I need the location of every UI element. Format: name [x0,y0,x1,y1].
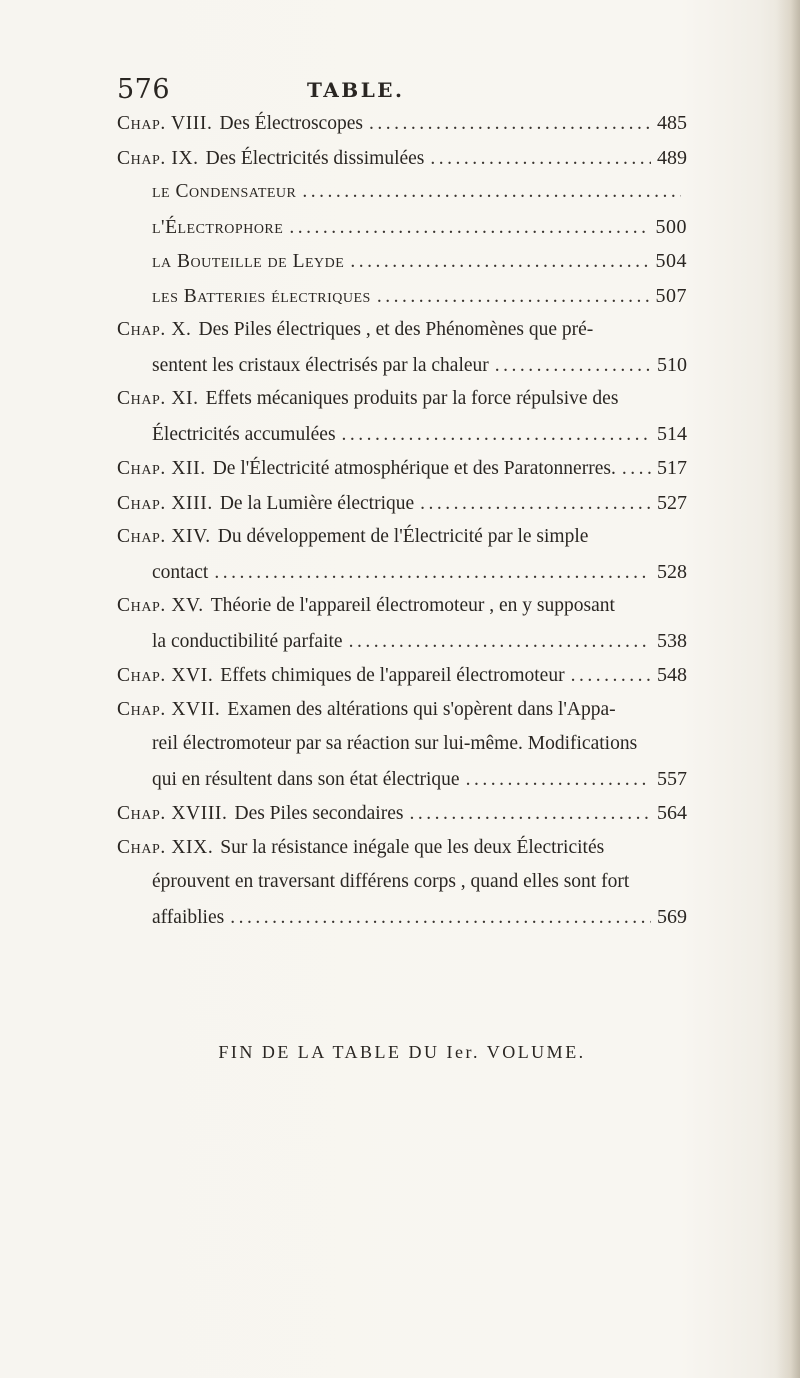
leader-dots [349,625,651,660]
leader-dots [430,142,651,177]
toc-line [117,313,687,348]
section-title: l'Électrophore [152,216,284,238]
leader-dots [342,418,651,453]
chapter-title: Théorie de l'appareil électromoteur , en y supposant [210,595,615,616]
toc-line [117,520,687,555]
chapter-number: Chap. XVII. [117,698,221,720]
page-number: 576 [117,74,171,105]
chapter-title: Effets chimiques de l'appareil électromoteur [220,665,565,686]
toc-line [117,831,687,866]
toc-line [117,210,687,245]
leader-dots [622,452,651,487]
toc-line [117,486,687,521]
chapter-title: contact [152,561,209,583]
chapter-number: Chap. VIII. [117,113,213,134]
chapter-number: Chap. XII. [117,458,206,479]
toc-line [117,175,687,210]
page-ref: 489 [657,146,687,169]
page-ref: 514 [657,422,687,445]
chapter-title: Des Électroscopes [219,113,363,134]
toc-entry [117,244,687,279]
toc-entry [117,589,687,658]
leader-dots [571,659,651,694]
chapter-number: Chap. XIX. [117,836,214,858]
toc-entry [117,106,687,141]
toc-entry [117,141,687,176]
chapter-title: affaiblies [152,906,225,928]
leader-dots [289,211,649,246]
toc-entry [117,520,687,589]
page-ref: 569 [657,905,687,928]
toc-line [117,693,687,728]
chapter-title: Effets mécaniques produits par la force répulsive des [205,388,619,409]
leader-dots [214,556,651,591]
section-title: la Bouteille de Leyde [152,251,345,272]
page-ref: 557 [657,767,687,790]
leader-dots [420,487,651,522]
toc-line [117,865,687,900]
toc-line [117,762,687,797]
chapter-title: De la Lumière électrique [219,492,415,514]
chapter-title: De l'Électricité atmosphérique et des Paratonnerres. [212,458,616,479]
page-ref: 510 [657,353,687,376]
toc-line [117,900,687,935]
page-ref: 485 [657,112,687,134]
chapter-title: Examen des altérations qui s'opèrent dans l'Appa- [227,698,616,720]
toc-entry [117,382,687,451]
page-ref: 500 [655,215,687,238]
toc-line [117,348,687,383]
page-ref: 507 [655,284,687,307]
chapter-title: la conductibilité parfaite [152,630,343,652]
chapter-title: éprouvent en traversant différens corps , quand elles sont fort [152,871,630,892]
toc-entry [117,451,687,486]
toc-entry [117,693,687,797]
toc-line [117,417,687,452]
page-ref: 548 [657,664,687,686]
page-edge-shadow [776,0,800,1378]
toc-entry [117,175,687,210]
toc-line [117,244,687,279]
chapter-title: Du développement de l'Électricité par le simple [217,526,589,547]
page-ref: 517 [657,457,687,479]
toc-entry [117,313,687,382]
chapter-title: Des Piles secondaires [234,803,404,824]
toc-line [117,658,687,693]
toc-entry [117,796,687,831]
toc-entry [117,658,687,693]
toc-entry [117,486,687,521]
chapter-number: Chap. IX. [117,147,199,169]
section-title: les Batteries électriques [152,285,371,307]
toc-entry [117,279,687,314]
running-title: TABLE. [307,78,405,102]
toc-entry [117,831,687,935]
chapter-number: Chap. XIII. [117,492,213,514]
chapter-number: Chap. XVI. [117,665,214,686]
toc-line [117,589,687,624]
chapter-title: Des Électricités dissimulées [205,147,425,169]
page-ref: 504 [655,250,687,272]
chapter-title: Sur la résistance inégale que les deux Électricités [220,836,605,858]
chapter-number: Chap. X. [117,319,192,340]
chapter-number: Chap. XV. [117,595,204,616]
leader-dots [302,175,681,210]
page-ref: 564 [657,802,687,824]
chapter-number: Chap. XI. [117,388,199,409]
chapter-title: Électricités accumulées [152,423,336,445]
toc-line [117,624,687,659]
toc-line [117,727,687,762]
leader-dots [230,901,651,936]
page-ref: 527 [657,491,687,514]
chapter-title: Des Piles électriques , et des Phénomènes que pré- [198,319,594,340]
toc-line [117,279,687,314]
chapter-title: qui en résultent dans son état électrique [152,768,460,790]
toc-line [117,451,687,486]
section-title: le Condensateur [152,181,297,202]
leader-dots [495,349,651,384]
page-ref: 528 [657,560,687,583]
chapter-title: sentent les cristaux électrisés par la chaleur [152,354,489,376]
leader-dots [466,763,651,798]
leader-dots [377,280,650,315]
chapter-number: Chap. XIV. [117,526,211,547]
chapter-title: reil électromoteur par sa réaction sur lui-même. Modifications [152,733,638,754]
toc-line [117,555,687,590]
page-ref: 538 [657,629,687,652]
leader-dots [369,107,651,142]
leader-dots [350,245,649,280]
toc-entry [117,210,687,245]
page-header [117,74,597,110]
table-of-contents [117,106,687,934]
leader-dots [409,797,651,832]
chapter-number: Chap. XVIII. [117,803,228,824]
toc-line [117,106,687,141]
toc-line [117,141,687,176]
toc-line [117,796,687,831]
closing-line: FIN DE LA TABLE DU Ier. VOLUME. [218,1042,586,1062]
toc-line [117,382,687,417]
